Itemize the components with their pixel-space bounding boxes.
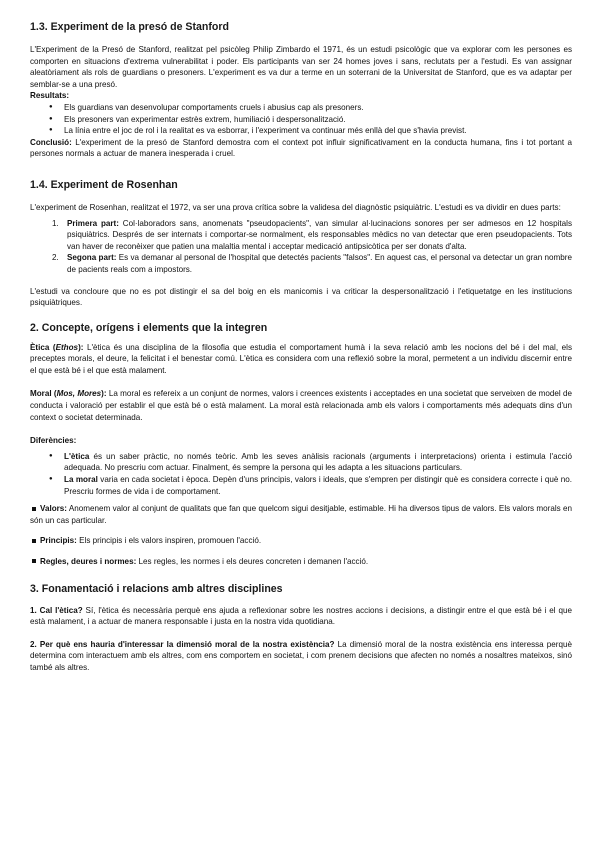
etica-close: ): bbox=[78, 342, 84, 352]
diff-text: varia en cada societat i època. Depèn d'uns principis, valors i ideals, que s'empren per distingir què es considera correcte i què no. Prescriu formes de vida i de comportament. bbox=[64, 475, 572, 496]
heading-rosenhan: 1.4. Experiment de Rosenhan bbox=[30, 178, 178, 191]
list-item bbox=[64, 451, 572, 474]
etica-label: Ètica ( bbox=[30, 342, 56, 352]
principis-text: Els principis i els valors inspiren, promouen l'acció. bbox=[76, 536, 262, 546]
stanford-intro: L'Experiment de la Presó de Stanford, realitzat pel psicòleg Philip Zimbardo el 1971, és un estudi psicològic que va explorar com les persones es comporten en situacions d'extrema vulnerabilitat i poder. Els participants van ser 24 homes joves i sans, reclutats per a l'estudi. Es van assignar aleatòriament als rols de guardians o presoners. L'experiment es va dur a terme en un soterrani de la Universitat de Stanford, que es va adaptar per semblar-se a una presó. bbox=[30, 45, 572, 89]
list-number: 2. bbox=[52, 253, 59, 263]
principis-label: Principis: bbox=[40, 536, 77, 546]
conclusion-label: Conclusió: bbox=[30, 137, 72, 147]
regles-label: Regles, deures i normes: bbox=[40, 557, 137, 566]
moral-definition bbox=[30, 388, 572, 423]
question-1 bbox=[30, 605, 572, 628]
diff-text: és un saber pràctic, no només teòric. Amb les seves anàlisis racionals (arguments i interpretacions) orienta i estimula l'acció adequada. No prescriu com actuar. Finalment, és sempre la persona qui les adapta a les situacions particulars. bbox=[64, 451, 572, 473]
etica-definition bbox=[30, 342, 572, 377]
moral-label: Moral ( bbox=[30, 389, 57, 399]
diff-label: La moral bbox=[64, 475, 98, 485]
question-1-label: 1. Cal l'ètica? bbox=[30, 605, 83, 615]
square-bullet-icon bbox=[32, 507, 36, 511]
question-2 bbox=[30, 639, 572, 674]
moral-close: ): bbox=[101, 389, 107, 399]
valors-text: Anomenem valor al conjunt de qualitats que fan que quelcom sigui desitjable, estimable. Hi ha diversos tipus de valors. Els valors morals en són un cas particular. bbox=[30, 504, 572, 525]
rosenhan-outro: L'estudi va concloure que no es pot distingir el sa del boig en els manicomis i va criticar la despersonalització i l'etiquetatge en les institucions psiquiàtriques. bbox=[30, 286, 572, 308]
stanford-conclusion bbox=[30, 137, 572, 160]
etica-term: Ethos bbox=[55, 342, 79, 352]
part-text: Col·laboradors sans, anomenats "pseudopacients", van simular al·lucinacions sonores per ser admesos en 12 hospitals psiquiàtrics. Després de ser internats i comportar-se normalment, els responsables mèdics no van detectar que eren pseudopacients. Tots van haver de reconèixer que patien una malaltia mental i acceptar medicació antipsicòtica per ser donats d'alta. bbox=[67, 218, 572, 251]
heading-concepte: 2. Concepte, orígens i elements que la integren bbox=[30, 321, 268, 334]
conclusion-text: L'experiment de la presó de Stanford demostra com el context pot influir significativament en la conducta humana, fins i tot portant a persones normals a actuar de manera inesperada i cruel. bbox=[30, 137, 572, 159]
list-item: ● Els guardians van desenvolupar comportaments cruels i abusius cap als presoners. bbox=[64, 102, 572, 114]
valors-definition bbox=[30, 503, 572, 526]
question-2-label: 2. Per què ens hauria d'interessar la dimensió moral de la nostra existència? bbox=[30, 639, 335, 649]
etica-text: L'ètica és una disciplina de la filosofia que estudia el comportament humà i la seva relació amb les nocions del bé i del mal, els preceptes morals, el deure, la felicitat i el benestar comú. L'ètica es considera com una reflexió sobre la moral, permetent a un individu discernir entre el que està bé i el que està malament. bbox=[30, 342, 572, 375]
list-item bbox=[52, 218, 572, 253]
part-label: Segona part: bbox=[67, 253, 117, 263]
differences-label: Diferències: bbox=[30, 436, 77, 446]
rosenhan-intro: L'experiment de Rosenhan, realitzat el 1972, va ser una prova crítica sobre la validesa del diagnòstic psiquiàtric. L'estudi es va dividir en dues parts: bbox=[30, 202, 561, 212]
question-1-text: Sí, l'ètica és necessària perquè ens ajuda a reflexionar sobre les nostres accions i decisions, a distingir entre el que està bé i el que està malament, i a actuar de manera responsable i justa en la nostra vida quotidiana. bbox=[30, 605, 572, 627]
stanford-results-list bbox=[30, 102, 572, 137]
stanford-results-label: Resultats: bbox=[30, 91, 70, 101]
list-item: ● La línia entre el joc de rol i la realitat es va esborrar, i l'experiment va continuar més enllà del que s'havia previst. bbox=[64, 125, 572, 137]
moral-term: Mos, Mores bbox=[56, 389, 102, 399]
list-item bbox=[52, 252, 573, 275]
part-text: Es va demanar al personal de l'hospital que detectés pacients "falsos". En aquest cas, el personal va detectar un gran nombre de pacients reals com a impostors. bbox=[67, 253, 573, 274]
diff-label: L'ètica bbox=[64, 451, 90, 461]
differences-list bbox=[30, 451, 572, 497]
regles-text: Les regles, les normes i els deures concreten i demanen l'acció. bbox=[136, 557, 369, 566]
document-page bbox=[30, 16, 572, 674]
list-item bbox=[64, 474, 572, 497]
list-number: 1. bbox=[52, 218, 59, 228]
square-bullet-icon bbox=[32, 539, 36, 543]
question-2-text: La dimensió moral de la nostra existència ens interessa perquè determina com interactuem amb els altres, com ens comportem en societat, i com prenem decisions que afecten no només a nosaltres mateixos, sinó també als altres. bbox=[30, 639, 572, 672]
part-label: Primera part: bbox=[67, 218, 119, 228]
principis-definition bbox=[30, 535, 572, 547]
heading-fonamentacio: 3. Fonamentació i relacions amb altres disciplines bbox=[30, 582, 283, 595]
heading-stanford: 1.3. Experiment de la presó de Stanford bbox=[30, 21, 229, 33]
square-bullet-icon bbox=[32, 559, 36, 563]
list-item: ● Els presoners van experimentar estrès extrem, humiliació i despersonalització. bbox=[64, 114, 572, 126]
rosenhan-parts-list bbox=[30, 218, 572, 276]
regles-definition bbox=[30, 556, 572, 568]
valors-label: Valors: bbox=[40, 504, 67, 514]
moral-text: La moral es refereix a un conjunt de normes, valors i creences existents i acceptades en una societat que serveixen de model de conducta i valoració per establir el que està bé o està malament. La moral està relacionada amb els valors i comportaments més adequats dins d'un context o societat determinada. bbox=[30, 389, 572, 422]
